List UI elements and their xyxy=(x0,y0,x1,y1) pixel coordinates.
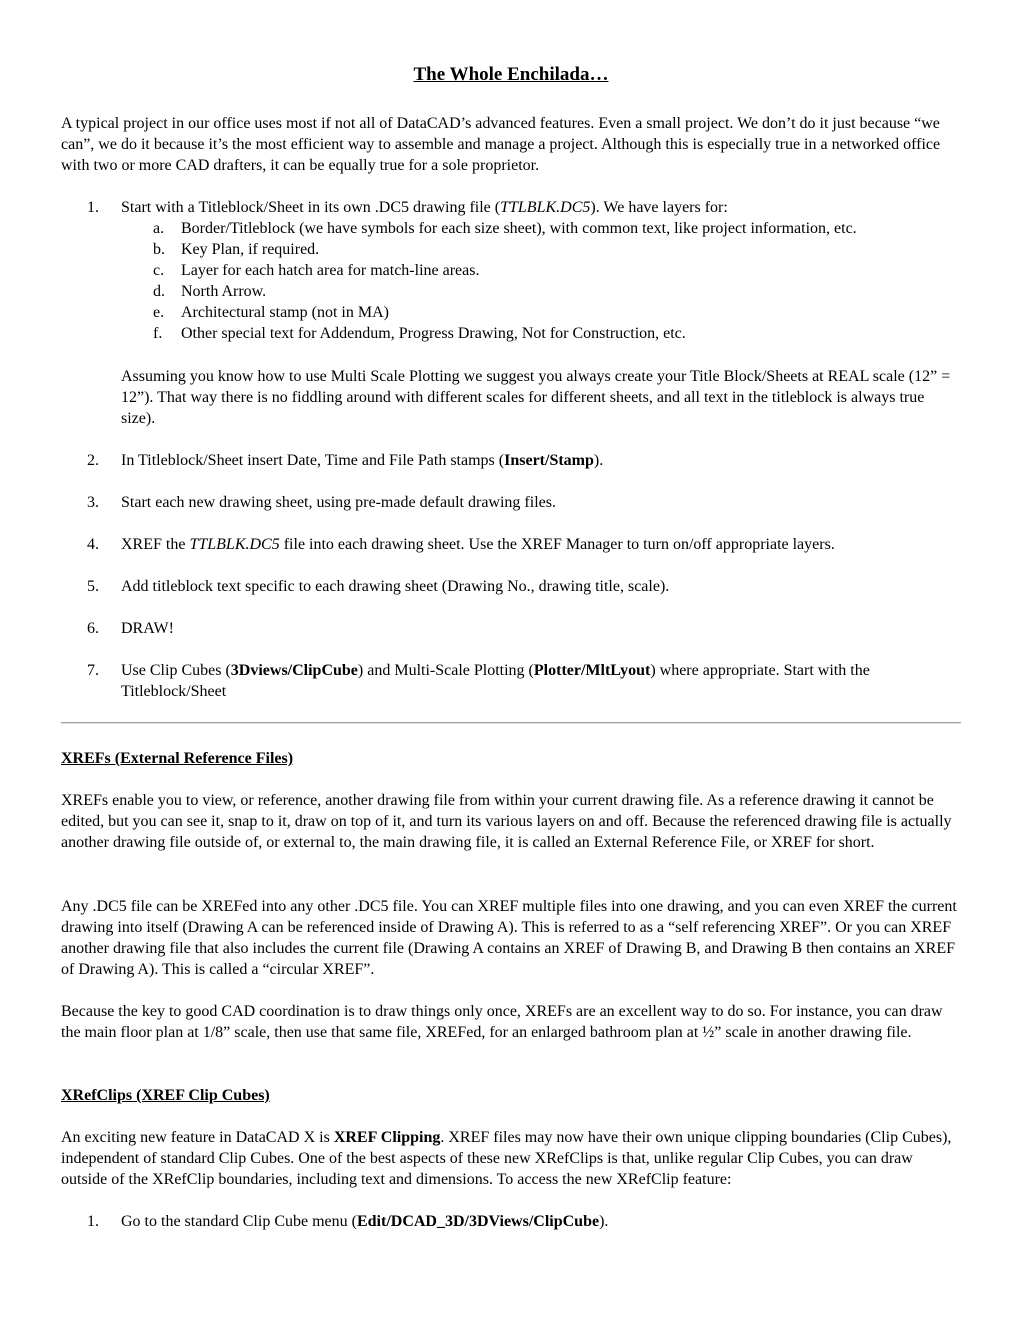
list-number: 3. xyxy=(87,494,99,511)
list-number: 4. xyxy=(87,536,99,553)
list-text: Go to the standard Clip Cube menu (Edit/DCAD_3D/3DViews/ClipCube). xyxy=(121,1213,609,1230)
intro-paragraph: A typical project in our office uses most if not all of DataCAD’s advanced features. Even a small project. We don’t do it just because “we can”, we do it because it’s the most efficient way to assemble and manage a project. Although this is especially true in a networked office with two or more CAD drafters, it can be equally true for a sole proprietor. xyxy=(61,115,941,174)
list-number: 2. xyxy=(87,452,99,469)
list-text: Start each new drawing sheet, using pre-made default drawing files. xyxy=(121,494,556,511)
section-heading-xrefclips: XRefClips (XREF Clip Cubes) xyxy=(61,1087,270,1104)
list-number: 1. xyxy=(87,199,99,216)
xrefs-paragraph-1: XREFs enable you to view, or reference, another drawing file from within your current drawing file. As a reference drawing it cannot be edited, but you can see it, snap to it, draw on top of it, and turn its various layers on and off. Because the referenced drawing file is actually another drawing file outside of, or external to, the main drawing file, it is called an External Reference File, or XREF for short. xyxy=(61,792,952,851)
page-title: The Whole Enchilada… xyxy=(413,64,609,85)
list-number: 5. xyxy=(87,578,99,595)
xrefs-paragraph-3: Because the key to good CAD coordination is to draw things only once, XREFs are an excellent way to do so. For instance, you can draw the main floor plan at 1/8” scale, then use that same file, XREFed, for an enlarged bathroom plan at ½” scale in another drawing file. xyxy=(61,1003,943,1041)
list-text: In Titleblock/Sheet insert Date, Time and File Path stamps (Insert/Stamp). xyxy=(121,452,604,469)
xrefs-paragraph-2: Any .DC5 file can be XREFed into any other .DC5 file. You can XREF multiple files into one drawing, and you can even XREF the current drawing into itself (Drawing A can be referenced inside of Drawing A). This is referred to as a “self referencing XREF”. Or you can XREF another drawing file that also includes the current file (Drawing A contains an XREF of Drawing B, and Drawing B then contains an XREF of Drawing A). This is called a “circular XREF”. xyxy=(61,898,957,978)
list-text: XREF the TTLBLK.DC5 file into each drawing sheet. Use the XREF Manager to turn on/off appropriate layers. xyxy=(121,536,835,553)
xrefclips-paragraph: An exciting new feature in DataCAD X is XREF Clipping. XREF files may now have their own unique clipping boundaries (Clip Cubes), independent of standard Clip Cubes. One of the best aspects of these new XRefClips is that, unlike regular Clip Cubes, you can draw outside of the XRefClip boundaries, including text and dimensions. To access the new XRefClip feature: xyxy=(61,1129,952,1188)
list-text: DRAW! xyxy=(121,620,174,637)
step1-note: Assuming you know how to use Multi Scale Plotting we suggest you always create your Title Block/Sheets at REAL scale (12” = 12”). That way there is no fiddling around with different scales for different sheets, and all text in the titleblock is always true size). xyxy=(121,368,951,427)
list-number: 7. xyxy=(87,662,99,679)
list-number: 1. xyxy=(87,1213,99,1230)
list-text: Use Clip Cubes (3Dviews/ClipCube) and Multi-Scale Plotting (Plotter/MltLyout) where appropriate. Start with the Titleblock/Sheet xyxy=(121,662,870,700)
horizontal-divider xyxy=(61,722,961,724)
section-heading-xrefs: XREFs (External Reference Files) xyxy=(61,750,294,767)
list-text: Add titleblock text specific to each drawing sheet (Drawing No., drawing title, scale). xyxy=(121,578,670,595)
list-text: Start with a Titleblock/Sheet in its own .DC5 drawing file (TTLBLK.DC5). We have layers for: xyxy=(121,199,728,216)
list-number: 6. xyxy=(87,620,99,637)
